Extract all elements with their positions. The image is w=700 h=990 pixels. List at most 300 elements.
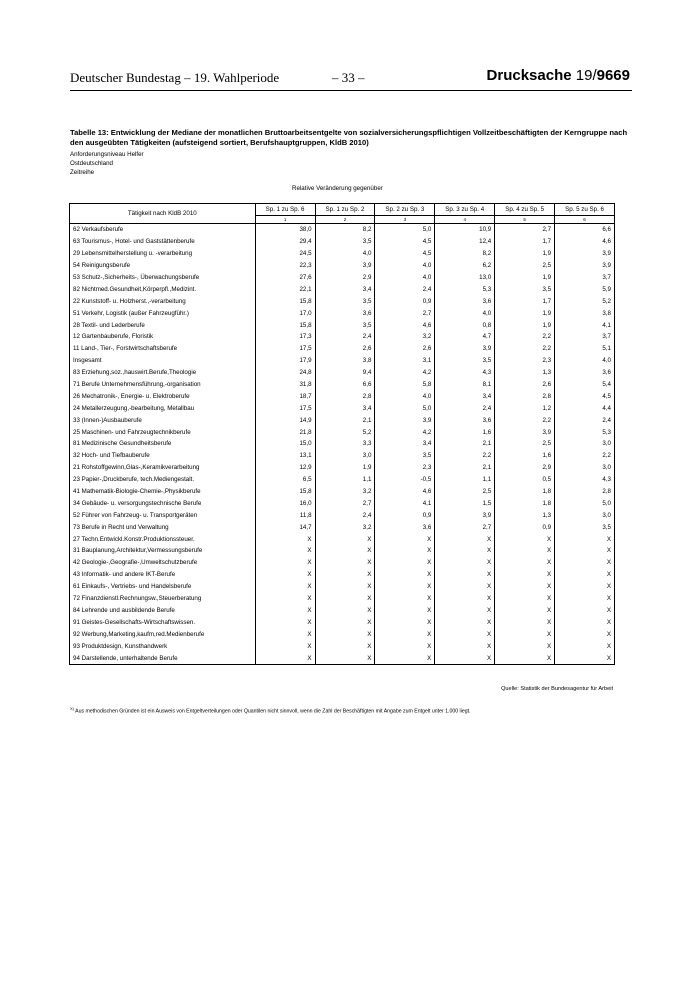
cell-value: X [555, 545, 615, 557]
row-label: 83 Erziehung,soz.,hauswirt.Berufe,Theologie [70, 367, 256, 379]
cell-value: 3,8 [555, 307, 615, 319]
column-header-6: Sp. 5 zu Sp. 6 [555, 204, 615, 216]
cell-value: X [555, 605, 615, 617]
meta-series: Zeitreihe [70, 169, 95, 176]
cell-value: 1,9 [495, 307, 555, 319]
cell-value: 3,0 [555, 438, 615, 450]
column-header-2: Sp. 1 zu Sp. 2 [315, 204, 375, 216]
cell-value: X [495, 628, 555, 640]
cell-value: 2,5 [495, 438, 555, 450]
cell-value: 6,2 [435, 260, 495, 272]
cell-value: X [315, 533, 375, 545]
cell-value: 2,4 [315, 331, 375, 343]
cell-value: X [495, 616, 555, 628]
table-row [70, 497, 615, 509]
cell-value: 3,6 [435, 295, 495, 307]
row-label: 27 Techn.Entwickl.Konstr.Produktionssteuer. [70, 533, 256, 545]
table-row [70, 260, 615, 272]
cell-value: X [435, 640, 495, 652]
table-row [70, 628, 615, 640]
row-label: 91 Geistes-Gesellschafts-Wirtschaftswissen. [70, 616, 256, 628]
cell-value: X [435, 616, 495, 628]
cell-value: 3,7 [555, 331, 615, 343]
cell-value: X [435, 652, 495, 664]
row-label: 12 Gartenbauberufe, Floristik [70, 331, 256, 343]
cell-value: 15,8 [255, 486, 315, 498]
cell-value: 3,2 [315, 486, 375, 498]
column-number-4: 4 [435, 216, 495, 224]
cell-value: X [375, 593, 435, 605]
cell-value: 2,9 [315, 272, 375, 284]
cell-value: X [495, 533, 555, 545]
cell-value: -0,5 [375, 474, 435, 486]
cell-value: 1,1 [435, 474, 495, 486]
cell-value: X [315, 652, 375, 664]
table-row [70, 343, 615, 355]
cell-value: 9,4 [315, 367, 375, 379]
row-label: 23 Papier-,Druckberufe, tech.Mediengestalt. [70, 474, 256, 486]
header-document-number [487, 67, 630, 84]
cell-value: 3,4 [315, 283, 375, 295]
cell-value: 3,9 [375, 414, 435, 426]
table-row [70, 533, 615, 545]
cell-value: 2,2 [495, 331, 555, 343]
cell-value: 3,6 [435, 414, 495, 426]
cell-value: 3,5 [315, 295, 375, 307]
cell-value: 4,3 [435, 367, 495, 379]
cell-value: 17,0 [255, 307, 315, 319]
row-label: 26 Mechatronik-, Energie- u. Elektroberufe [70, 390, 256, 402]
cell-value: 3,0 [555, 462, 615, 474]
table-title: Tabelle 13: Entwicklung der Mediane der monatlichen Bruttoarbeitsentgelte von sozialversicherungspflichtigen Vollzeitbeschäftigten der Kerngruppe nach den ausgeübten Tätigkeiten (aufsteigend sortiert, Berufshauptgruppen, KldB 2010) [70, 128, 628, 147]
cell-value: 4,3 [555, 474, 615, 486]
cell-value: X [255, 616, 315, 628]
cell-value: X [555, 581, 615, 593]
row-label: 71 Berufe Unternehmensführung,-organisation [70, 379, 256, 391]
header-doc-num-b: 9669 [596, 67, 630, 84]
cell-value: X [495, 593, 555, 605]
cell-value: 21,8 [255, 426, 315, 438]
cell-value: 4,0 [555, 355, 615, 367]
cell-value: 15,8 [255, 319, 315, 331]
cell-value: 5,0 [555, 497, 615, 509]
row-label: 93 Produktdesign, Kunsthandwerk [70, 640, 256, 652]
source-note: Quelle: Statistik der Bundesagentur für Arbeit [501, 686, 613, 692]
cell-value: X [375, 605, 435, 617]
column-number-6: 6 [555, 216, 615, 224]
cell-value: X [375, 557, 435, 569]
cell-value: X [255, 569, 315, 581]
row-label: 31 Bauplanung,Architektur,Vermessungsberufe [70, 545, 256, 557]
cell-value: 2,4 [375, 283, 435, 295]
cell-value: 3,5 [555, 521, 615, 533]
cell-value: 3,2 [375, 331, 435, 343]
cell-value: 5,2 [315, 426, 375, 438]
table-row [70, 426, 615, 438]
column-number-1: 1 [255, 216, 315, 224]
table-body [70, 224, 615, 665]
cell-value: 2,4 [555, 414, 615, 426]
cell-value: 5,4 [555, 379, 615, 391]
row-label: Insgesamt [70, 355, 256, 367]
cell-value: 6,5 [255, 474, 315, 486]
table-row [70, 486, 615, 498]
header-rule [70, 90, 632, 91]
row-label: 92 Werbung,Marketing,kaufm,red.Medienberufe [70, 628, 256, 640]
cell-value: 4,0 [375, 390, 435, 402]
cell-value: 3,4 [435, 390, 495, 402]
cell-value: X [375, 652, 435, 664]
row-label: 22 Kunststoff- u. Holzherst.,-verarbeitung [70, 295, 256, 307]
cell-value: 4,0 [435, 307, 495, 319]
table-row [70, 640, 615, 652]
column-number-2: 2 [315, 216, 375, 224]
table-row [70, 581, 615, 593]
cell-value: X [315, 605, 375, 617]
row-label: 25 Maschinen- und Fahrzeugtechnikberufe [70, 426, 256, 438]
row-label: 29 Lebensmittelherstellung u. -verarbeitung [70, 248, 256, 260]
cell-value: X [375, 569, 435, 581]
cell-value: 4,5 [375, 248, 435, 260]
column-header-1: Sp. 1 zu Sp. 6 [255, 204, 315, 216]
cell-value: 1,8 [495, 486, 555, 498]
cell-value: 1,6 [495, 450, 555, 462]
cell-value: 11,8 [255, 509, 315, 521]
cell-value: 3,3 [315, 438, 375, 450]
cell-value: X [435, 533, 495, 545]
cell-value: 15,8 [255, 295, 315, 307]
cell-value: 2,3 [375, 462, 435, 474]
cell-value: X [555, 533, 615, 545]
cell-value: 4,6 [375, 319, 435, 331]
cell-value: 2,2 [435, 450, 495, 462]
cell-value: 4,0 [375, 272, 435, 284]
cell-value: X [315, 581, 375, 593]
cell-value: 3,5 [495, 283, 555, 295]
cell-value: 3,4 [315, 402, 375, 414]
table-row [70, 593, 615, 605]
cell-value: 1,7 [495, 236, 555, 248]
cell-value: 3,5 [315, 236, 375, 248]
data-table [69, 203, 615, 665]
cell-value: 5,1 [555, 343, 615, 355]
cell-value: X [255, 557, 315, 569]
cell-value: X [315, 593, 375, 605]
cell-value: 12,4 [435, 236, 495, 248]
table-row [70, 462, 615, 474]
page-header [70, 67, 630, 90]
cell-value: X [555, 569, 615, 581]
cell-value: 2,2 [495, 343, 555, 355]
cell-value: 3,5 [435, 355, 495, 367]
cell-value: 17,3 [255, 331, 315, 343]
cell-value: 6,6 [555, 224, 615, 236]
cell-value: 4,6 [375, 486, 435, 498]
cell-value: 1,9 [495, 272, 555, 284]
table-row [70, 379, 615, 391]
row-label: 73 Berufe in Recht und Verwaltung [70, 521, 256, 533]
header-page-number: – 33 – [332, 70, 365, 85]
cell-value: 18,7 [255, 390, 315, 402]
cell-value: 1,6 [435, 426, 495, 438]
cell-value: X [435, 569, 495, 581]
table-row [70, 414, 615, 426]
cell-value: 3,9 [555, 260, 615, 272]
cell-value: 3,9 [435, 509, 495, 521]
cell-value: 2,7 [315, 497, 375, 509]
row-label: 28 Textil- und Lederberufe [70, 319, 256, 331]
table-row [70, 390, 615, 402]
cell-value: 1,9 [495, 319, 555, 331]
table-row [70, 248, 615, 260]
cell-value: 5,8 [375, 379, 435, 391]
cell-value: X [495, 581, 555, 593]
cell-value: 12,9 [255, 462, 315, 474]
cell-value: X [555, 640, 615, 652]
table-row [70, 402, 615, 414]
cell-value: X [435, 557, 495, 569]
column-header-3: Sp. 2 zu Sp. 3 [375, 204, 435, 216]
table-row [70, 616, 615, 628]
table-row [70, 545, 615, 557]
cell-value: 3,8 [315, 355, 375, 367]
table-row [70, 652, 615, 664]
cell-value: 24,8 [255, 367, 315, 379]
cell-value: 2,8 [555, 486, 615, 498]
cell-value: 4,5 [375, 236, 435, 248]
header-publication: Deutscher Bundestag – 19. Wahlperiode [70, 70, 280, 85]
cell-value: 3,9 [555, 248, 615, 260]
cell-value: 3,1 [375, 355, 435, 367]
cell-value: X [315, 616, 375, 628]
cell-value: 2,7 [435, 521, 495, 533]
row-label: 21 Rohstoffgewinn,Glas-,Keramikverarbeitung [70, 462, 256, 474]
table-row [70, 236, 615, 248]
cell-value: 14,7 [255, 521, 315, 533]
cell-value: X [495, 569, 555, 581]
cell-value: X [255, 533, 315, 545]
row-label: 41 Mathematik-Biologie-Chemie-,Physikberufe [70, 486, 256, 498]
cell-value: 38,0 [255, 224, 315, 236]
column-header-5: Sp. 4 zu Sp. 5 [495, 204, 555, 216]
cell-value: 17,5 [255, 343, 315, 355]
cell-value: X [435, 605, 495, 617]
cell-value: 1,5 [435, 497, 495, 509]
cell-value: 1,9 [495, 248, 555, 260]
table-row [70, 331, 615, 343]
cell-value: X [555, 593, 615, 605]
cell-value: 3,9 [435, 343, 495, 355]
cell-value: X [255, 545, 315, 557]
cell-value: 2,5 [435, 486, 495, 498]
cell-value: 1,7 [495, 295, 555, 307]
cell-value: 2,6 [375, 343, 435, 355]
header-doc-label: Drucksache [486, 67, 572, 84]
table-row [70, 509, 615, 521]
cell-value: 3,0 [555, 509, 615, 521]
column-number-5: 5 [495, 216, 555, 224]
row-label: 84 Lehrende und ausbildende Berufe [70, 605, 256, 617]
cell-value: 2,2 [495, 414, 555, 426]
cell-value: 4,2 [375, 367, 435, 379]
cell-value: 5,3 [435, 283, 495, 295]
cell-value: 8,1 [435, 379, 495, 391]
cell-value: 0,5 [495, 474, 555, 486]
cell-value: 17,5 [255, 402, 315, 414]
cell-value: X [555, 628, 615, 640]
cell-value: 4,1 [555, 319, 615, 331]
cell-value: X [435, 545, 495, 557]
cell-value: 2,8 [495, 390, 555, 402]
cell-value: 5,3 [555, 426, 615, 438]
cell-value: 4,1 [375, 497, 435, 509]
cell-value: 4,7 [435, 331, 495, 343]
cell-value: 2,1 [435, 462, 495, 474]
cell-value: 2,3 [495, 355, 555, 367]
cell-value: X [315, 557, 375, 569]
cell-value: 2,4 [315, 509, 375, 521]
cell-value: X [255, 605, 315, 617]
footnote [70, 706, 471, 715]
cell-value: 10,9 [435, 224, 495, 236]
row-label: 72 Finanzdienstl.Rechnungsw.,Steuerberatung [70, 593, 256, 605]
row-label: 54 Reinigungsberufe [70, 260, 256, 272]
cell-value: 5,0 [375, 402, 435, 414]
cell-value: 0,9 [375, 509, 435, 521]
cell-value: 3,9 [315, 260, 375, 272]
cell-value: 22,1 [255, 283, 315, 295]
cell-value: 2,9 [495, 462, 555, 474]
cell-value: 2,8 [315, 390, 375, 402]
cell-value: 16,0 [255, 497, 315, 509]
cell-value: X [315, 569, 375, 581]
cell-value: 2,5 [495, 260, 555, 272]
cell-value: 3,5 [375, 450, 435, 462]
header-activity: Tätigkeit nach KldB 2010 [70, 204, 256, 224]
cell-value: X [315, 628, 375, 640]
footnote-text: Aus methodischen Gründen ist ein Ausweis von Entgeltverteilungen oder Quantilen nicht sinnvoll, wenn die Zahl der Beschäftigten mit Angabe zum Entgelt unter 1.000 liegt. [75, 708, 471, 715]
cell-value: 29,4 [255, 236, 315, 248]
row-label: 52 Führer von Fahrzeug- u. Transportgeräten [70, 509, 256, 521]
table-row [70, 569, 615, 581]
cell-value: 2,1 [435, 438, 495, 450]
row-label: 94 Darstellende, unterhaltende Berufe [70, 652, 256, 664]
cell-value: 1,2 [495, 402, 555, 414]
cell-value: 0,9 [495, 521, 555, 533]
cell-value: 2,1 [315, 414, 375, 426]
table-row [70, 450, 615, 462]
cell-value: X [555, 652, 615, 664]
cell-value: X [435, 593, 495, 605]
cell-value: 4,5 [555, 390, 615, 402]
cell-value: X [255, 581, 315, 593]
table-row [70, 605, 615, 617]
table-row [70, 319, 615, 331]
cell-value: X [255, 593, 315, 605]
table-row [70, 283, 615, 295]
row-label: 11 Land-, Tier-, Forstwirtschaftsberufe [70, 343, 256, 355]
row-label: 24 Metallerzeugung,-bearbeitung, Metallbau [70, 402, 256, 414]
row-label: 63 Tourismus-, Hotel- und Gaststättenberufe [70, 236, 256, 248]
row-label: 32 Hoch- und Tiefbauberufe [70, 450, 256, 462]
cell-value: 4,6 [555, 236, 615, 248]
column-number-3: 3 [375, 216, 435, 224]
cell-value: 2,4 [435, 402, 495, 414]
cell-value: X [255, 652, 315, 664]
row-label: 43 Informatik- und andere IKT-Berufe [70, 569, 256, 581]
cell-value: 27,6 [255, 272, 315, 284]
cell-value: X [375, 581, 435, 593]
cell-value: X [375, 533, 435, 545]
cell-value: 3,5 [315, 319, 375, 331]
cell-value: 2,6 [495, 379, 555, 391]
meta-region: Ostdeutschland [70, 160, 113, 167]
cell-value: X [375, 628, 435, 640]
table-row [70, 367, 615, 379]
cell-value: 3,6 [375, 521, 435, 533]
cell-value: 3,7 [555, 272, 615, 284]
cell-value: X [255, 628, 315, 640]
cell-value: 8,2 [315, 224, 375, 236]
cell-value: X [555, 616, 615, 628]
cell-value: 4,4 [555, 402, 615, 414]
cell-value: 13,1 [255, 450, 315, 462]
table-header [70, 204, 615, 224]
cell-value: 3,0 [315, 450, 375, 462]
row-label: 33 (Innen-)Ausbauberufe [70, 414, 256, 426]
cell-value: X [495, 652, 555, 664]
table-row [70, 355, 615, 367]
cell-value: 5,2 [555, 295, 615, 307]
cell-value: 2,7 [495, 224, 555, 236]
cell-value: 1,3 [495, 509, 555, 521]
cell-value: X [375, 640, 435, 652]
cell-value: X [435, 581, 495, 593]
relative-change-header: Relative Veränderung gegenüber [292, 185, 383, 192]
cell-value: 0,8 [435, 319, 495, 331]
table-row [70, 521, 615, 533]
header-doc-num-a: 19/ [575, 67, 597, 84]
cell-value: 2,7 [375, 307, 435, 319]
cell-value: 13,0 [435, 272, 495, 284]
cell-value: 3,4 [375, 438, 435, 450]
cell-value: 1,1 [315, 474, 375, 486]
table-row [70, 474, 615, 486]
row-label: 61 Einkaufs-, Vertriebs- und Handelsberufe [70, 581, 256, 593]
cell-value: 15,0 [255, 438, 315, 450]
cell-value: 4,2 [375, 426, 435, 438]
row-label: 53 Schutz-,Sicherheits-, Überwachungsberufe [70, 272, 256, 284]
table-row [70, 557, 615, 569]
cell-value: 4,0 [315, 248, 375, 260]
cell-value: X [315, 640, 375, 652]
cell-value: 5,9 [555, 283, 615, 295]
column-header-4: Sp. 3 zu Sp. 4 [435, 204, 495, 216]
cell-value: X [495, 545, 555, 557]
cell-value: 1,9 [315, 462, 375, 474]
cell-value: 1,8 [495, 497, 555, 509]
cell-value: 6,6 [315, 379, 375, 391]
table-row [70, 307, 615, 319]
cell-value: X [495, 605, 555, 617]
footnote-mark: X) [70, 706, 74, 711]
cell-value: 22,3 [255, 260, 315, 272]
cell-value: 3,2 [315, 521, 375, 533]
cell-value: 31,8 [255, 379, 315, 391]
table-row [70, 438, 615, 450]
table-row [70, 295, 615, 307]
table-row [70, 224, 615, 236]
